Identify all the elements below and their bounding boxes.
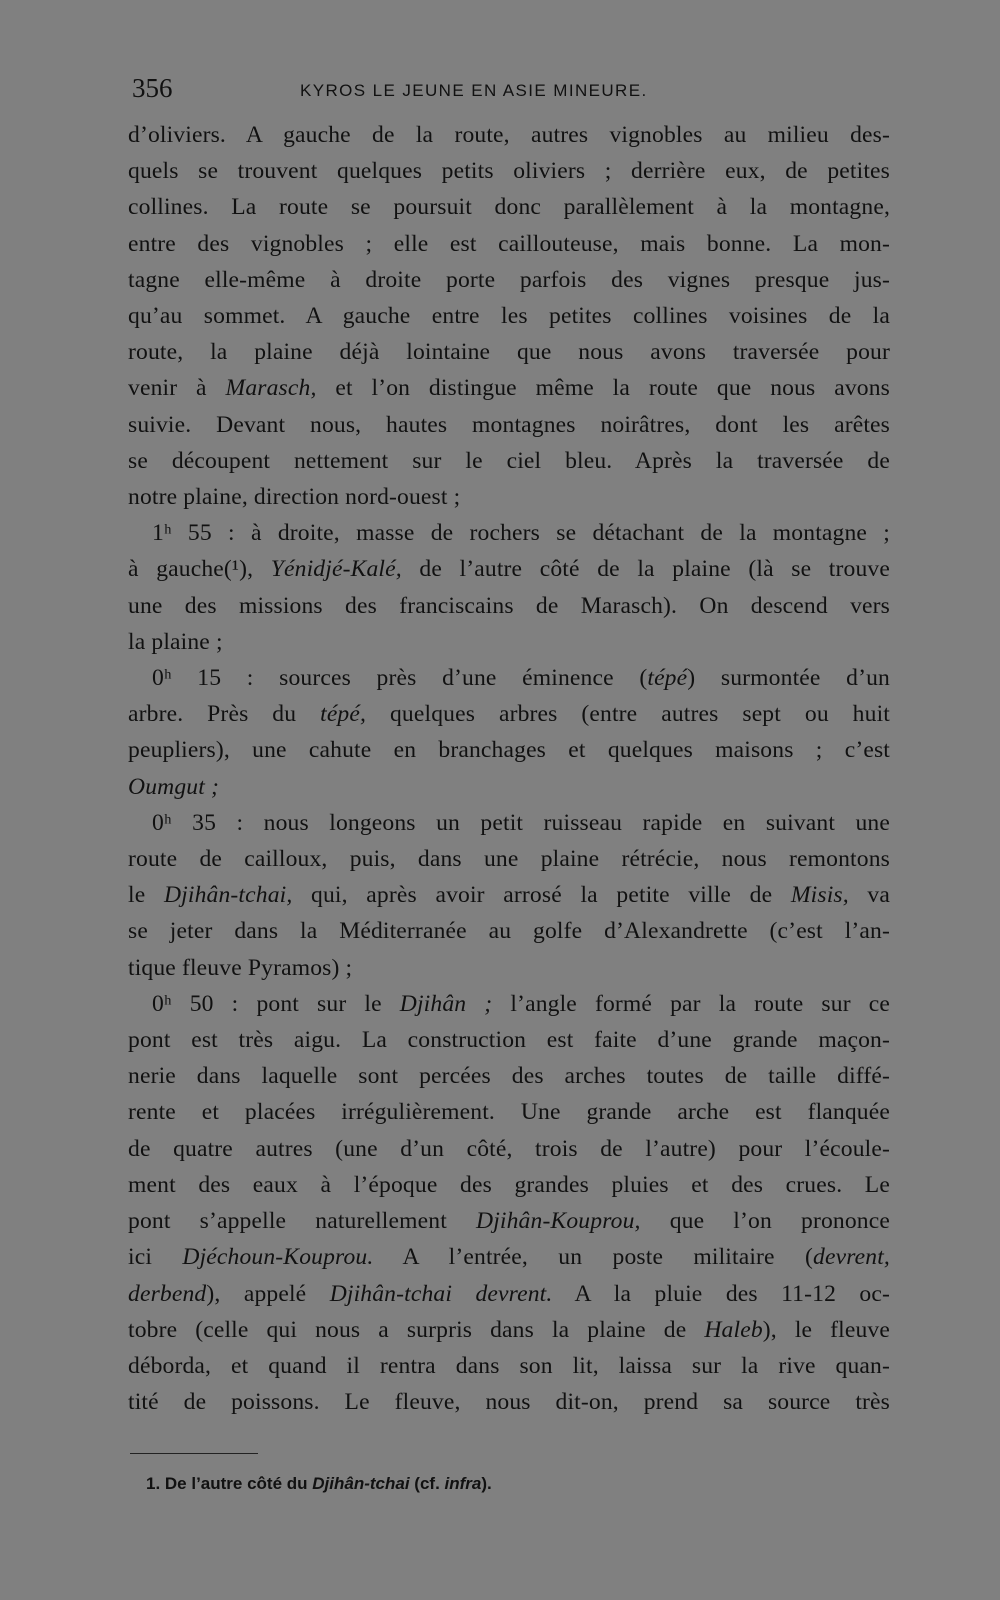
text-line: route de cailloux, puis, dans une plaine rétrécie, nous remontons (128, 846, 890, 873)
text-line: arbre. Près du tépé, quelques arbres (entre autres sept ou huit (128, 701, 890, 728)
running-title: KYROS LE JEUNE EN ASIE MINEURE. (300, 81, 648, 100)
text-line: 1ʰ 55 : à droite, masse de rochers se détachant de la montagne ; (152, 520, 890, 547)
text-line: notre plaine, direction nord-ouest ; (128, 484, 461, 511)
text-line: ici Djéchoun-Kouprou. A l’entrée, un poste militaire (devrent, (128, 1244, 890, 1271)
text-line: pont s’appelle naturellement Djihân-Kouprou, que l’on prononce (128, 1208, 890, 1235)
text-line: suivie. Devant nous, hautes montagnes noirâtres, dont les arêtes (128, 411, 890, 438)
text-line: tobre (celle qui nous a surpris dans la plaine de Haleb), le fleuve (128, 1316, 890, 1343)
text-line: rente et placées irrégulièrement. Une grande arche est flanquée (128, 1099, 890, 1126)
text-line: route, la plaine déjà lointaine que nous avons traversée pour (128, 339, 890, 366)
text-line: 0ʰ 50 : pont sur le Djihân ; l’angle formé par la route sur ce (152, 990, 890, 1017)
text-line: une des missions des franciscains de Marasch). On descend vers (128, 592, 890, 619)
text-line: se jeter dans la Méditerranée au golfe d’Alexandrette (c’est l’an- (128, 918, 890, 945)
text-line: déborda, et quand il rentra dans son lit, laissa sur la rive quan- (128, 1352, 890, 1379)
text-line: Oumgut ; (128, 773, 219, 800)
footnote: 1. De l’autre côté du Djihân-tchai (cf. infra). (146, 1474, 492, 1493)
text-line: tité de poissons. Le fleuve, nous dit-on, prend sa source très (128, 1389, 890, 1416)
text-line: venir à Marasch, et l’on distingue même la route que nous avons (128, 375, 891, 402)
text-line: à gauche(¹), Yénidjé-Kalé, de l’autre côté de la plaine (là se trouve (128, 556, 890, 583)
text-line: la plaine ; (128, 628, 223, 655)
text-line: 0ʰ 35 : nous longeons un petit ruisseau rapide en suivant une (152, 809, 890, 836)
text-line: derbend), appelé Djihân-tchai devrent. A la pluie des 11-12 oc- (128, 1280, 890, 1307)
running-head (128, 68, 888, 108)
text-line: se découpent nettement sur le ciel bleu. Après la traversée de (128, 447, 890, 474)
text-line: tique fleuve Pyramos) ; (128, 954, 353, 981)
footnote-rule (130, 1453, 258, 1454)
text-line: nerie dans laquelle sont percées des arches toutes de taille diffé- (128, 1063, 890, 1090)
text-line: tagne elle-même à droite porte parfois des vignes presque jus- (128, 266, 890, 293)
body-text (128, 117, 890, 1420)
text-line: le Djihân-tchai, qui, après avoir arrosé la petite ville de Misis, va (128, 882, 890, 909)
text-line: d’oliviers. A gauche de la route, autres vignobles au milieu des- (128, 122, 890, 148)
text-line: peupliers), une cahute en branchages et quelques maisons ; c’est (128, 737, 890, 764)
page-number: 356 (132, 73, 173, 103)
text-line: entre des vignobles ; elle est caillouteuse, mais bonne. La mon- (128, 230, 890, 257)
text-line: quels se trouvent quelques petits oliviers ; derrière eux, de petites (128, 158, 890, 185)
text-line: de quatre autres (une d’un côté, trois de l’autre) pour l’écoule- (128, 1135, 890, 1162)
text-line: qu’au sommet. A gauche entre les petites collines voisines de la (128, 303, 890, 330)
text-line: 0ʰ 15 : sources près d’une éminence (tépé) surmontée d’un (152, 665, 890, 692)
text-line: pont est très aigu. La construction est faite d’une grande maçon- (128, 1027, 890, 1054)
text-line: ment des eaux à l’époque des grandes pluies et des crues. Le (128, 1171, 890, 1198)
text-line: collines. La route se poursuit donc parallèlement à la montagne, (128, 194, 890, 221)
